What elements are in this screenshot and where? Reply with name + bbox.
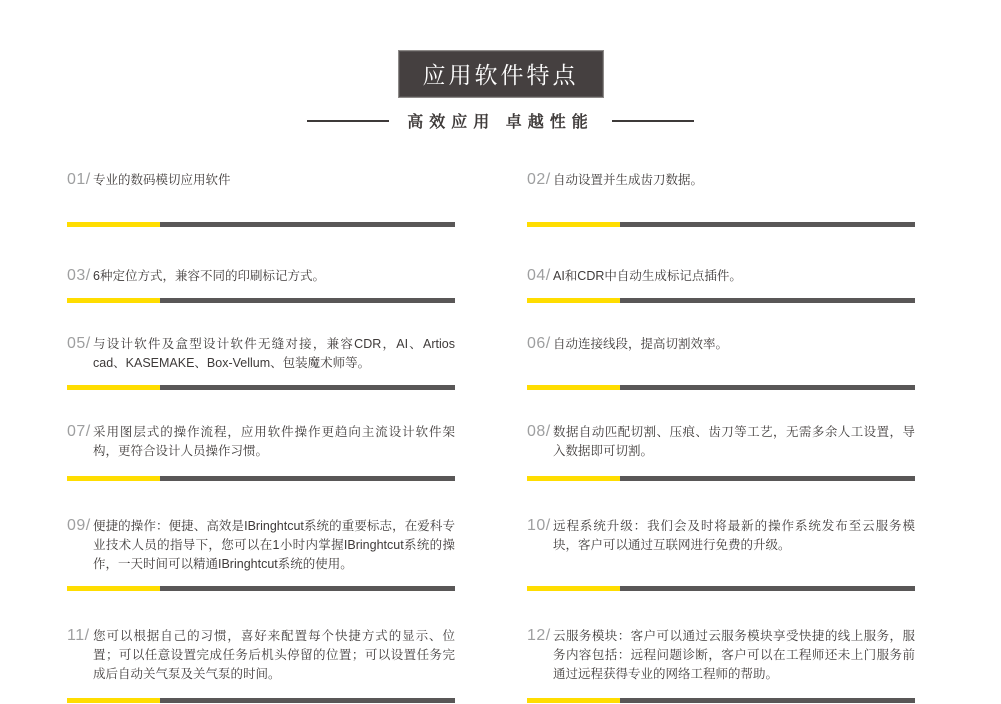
feature-text: 便捷的操作：便捷、高效是IBringhtcut系统的重要标志，在爱科专业技术人员的指导下，您可以在1小时内掌握IBringhtcut系统的操作，一天时间可以精通IBringhtcut系统的使用。 xyxy=(93,519,455,571)
feature-text: 远程系统升级：我们会及时将最新的操作系统发布至云服务模块，客户可以通过互联网进行免费的升级。 xyxy=(553,519,915,552)
divider-bar xyxy=(527,385,915,390)
divider-bar-gray-segment xyxy=(620,385,915,390)
divider-bar xyxy=(527,476,915,481)
feature-item xyxy=(527,517,915,591)
feature-text: 采用图层式的操作流程，应用软件操作更趋向主流设计软件架构，更符合设计人员操作习惯。 xyxy=(93,425,455,458)
divider-bar xyxy=(67,222,455,227)
subtitle-row xyxy=(0,109,1001,132)
divider-bar-gray-segment xyxy=(620,586,915,591)
feature-head xyxy=(67,517,455,574)
divider-bar-gray-segment xyxy=(160,698,455,703)
feature-row xyxy=(67,335,1001,390)
feature-text: 6种定位方式，兼容不同的印刷标记方式。 xyxy=(93,269,325,283)
feature-row xyxy=(67,267,1001,303)
divider-bar-yellow-segment xyxy=(527,298,620,303)
feature-number: 07/ xyxy=(67,423,91,440)
feature-number: 02/ xyxy=(527,171,551,188)
feature-text: 自动连接线段，提高切割效率。 xyxy=(553,337,729,351)
subtitle-left-rule xyxy=(307,120,389,122)
divider-bar xyxy=(67,385,455,390)
divider-bar-gray-segment xyxy=(160,385,455,390)
feature-item xyxy=(527,267,915,303)
divider-bar xyxy=(527,698,915,703)
feature-number: 01/ xyxy=(67,171,91,188)
feature-item xyxy=(67,335,455,390)
feature-head xyxy=(527,335,915,354)
feature-head xyxy=(527,267,915,286)
feature-number: 08/ xyxy=(527,423,551,440)
divider-bar-yellow-segment xyxy=(527,385,620,390)
feature-item xyxy=(67,517,455,591)
divider-bar xyxy=(527,298,915,303)
divider-bar-gray-segment xyxy=(160,476,455,481)
feature-number: 12/ xyxy=(527,627,551,644)
feature-text: 自动设置并生成齿刀数据。 xyxy=(553,173,704,187)
feature-head xyxy=(67,335,455,373)
divider-bar-yellow-segment xyxy=(67,222,160,227)
feature-number: 09/ xyxy=(67,517,91,534)
feature-item xyxy=(67,267,455,303)
divider-bar xyxy=(67,298,455,303)
divider-bar-gray-segment xyxy=(620,222,915,227)
features-grid xyxy=(0,171,1001,703)
divider-bar-yellow-segment xyxy=(67,476,160,481)
divider-bar xyxy=(67,698,455,703)
divider-bar xyxy=(527,586,915,591)
feature-number: 05/ xyxy=(67,335,91,352)
divider-bar-yellow-segment xyxy=(527,222,620,227)
feature-item xyxy=(527,335,915,390)
feature-number: 04/ xyxy=(527,267,551,284)
feature-head xyxy=(527,423,915,461)
feature-head xyxy=(527,627,915,684)
subtitle-right-rule xyxy=(612,120,694,122)
feature-text: 您可以根据自己的习惯，喜好来配置每个快捷方式的显示、位置；可以任意设置完成任务后机头停留的位置；可以设置任务完成后自动关气泵及关气泵的时间。 xyxy=(93,629,455,681)
divider-bar-yellow-segment xyxy=(527,586,620,591)
feature-head xyxy=(527,517,915,555)
feature-item xyxy=(67,423,455,481)
divider-bar-gray-segment xyxy=(620,476,915,481)
feature-item xyxy=(67,171,455,227)
feature-row xyxy=(67,171,1001,227)
page-subtitle: 高效应用 卓越性能 xyxy=(407,114,594,131)
feature-text: 与设计软件及盒型设计软件无缝对接，兼容CDR，AI、Artios cad、KASEMAKE、Box-Vellum、包装魔术师等。 xyxy=(93,337,455,370)
divider-bar-yellow-segment xyxy=(527,476,620,481)
feature-row xyxy=(67,517,1001,591)
divider-bar xyxy=(67,586,455,591)
feature-row xyxy=(67,627,1001,703)
divider-bar-gray-segment xyxy=(620,698,915,703)
feature-head xyxy=(67,627,455,684)
page-title: 应用软件特点 xyxy=(398,50,604,98)
feature-row xyxy=(67,423,1001,481)
divider-bar-yellow-segment xyxy=(527,698,620,703)
feature-number: 06/ xyxy=(527,335,551,352)
feature-number: 03/ xyxy=(67,267,91,284)
feature-item xyxy=(527,423,915,481)
divider-bar-yellow-segment xyxy=(67,586,160,591)
feature-number: 11/ xyxy=(67,627,90,644)
page-header xyxy=(0,0,1001,132)
divider-bar-yellow-segment xyxy=(67,298,160,303)
feature-head xyxy=(527,171,915,190)
feature-head xyxy=(67,423,455,461)
divider-bar-gray-segment xyxy=(620,298,915,303)
divider-bar-yellow-segment xyxy=(67,698,160,703)
feature-number: 10/ xyxy=(527,517,551,534)
feature-head xyxy=(67,171,455,190)
feature-text: AI和CDR中自动生成标记点插件。 xyxy=(553,269,742,283)
feature-text: 云服务模块：客户可以通过云服务模块享受快捷的线上服务，服务内容包括：远程问题诊断，客户可以在工程师还未上门服务前通过远程获得专业的网络工程师的帮助。 xyxy=(553,629,915,681)
feature-item xyxy=(527,627,915,703)
divider-bar-gray-segment xyxy=(160,586,455,591)
feature-item xyxy=(67,627,455,703)
feature-item xyxy=(527,171,915,227)
divider-bar-gray-segment xyxy=(160,222,455,227)
feature-text: 数据自动匹配切割、压痕、齿刀等工艺，无需多余人工设置，导入数据即可切割。 xyxy=(553,425,915,458)
divider-bar xyxy=(67,476,455,481)
divider-bar-gray-segment xyxy=(160,298,455,303)
divider-bar-yellow-segment xyxy=(67,385,160,390)
divider-bar xyxy=(527,222,915,227)
feature-text: 专业的数码模切应用软件 xyxy=(93,173,231,187)
feature-head xyxy=(67,267,455,286)
